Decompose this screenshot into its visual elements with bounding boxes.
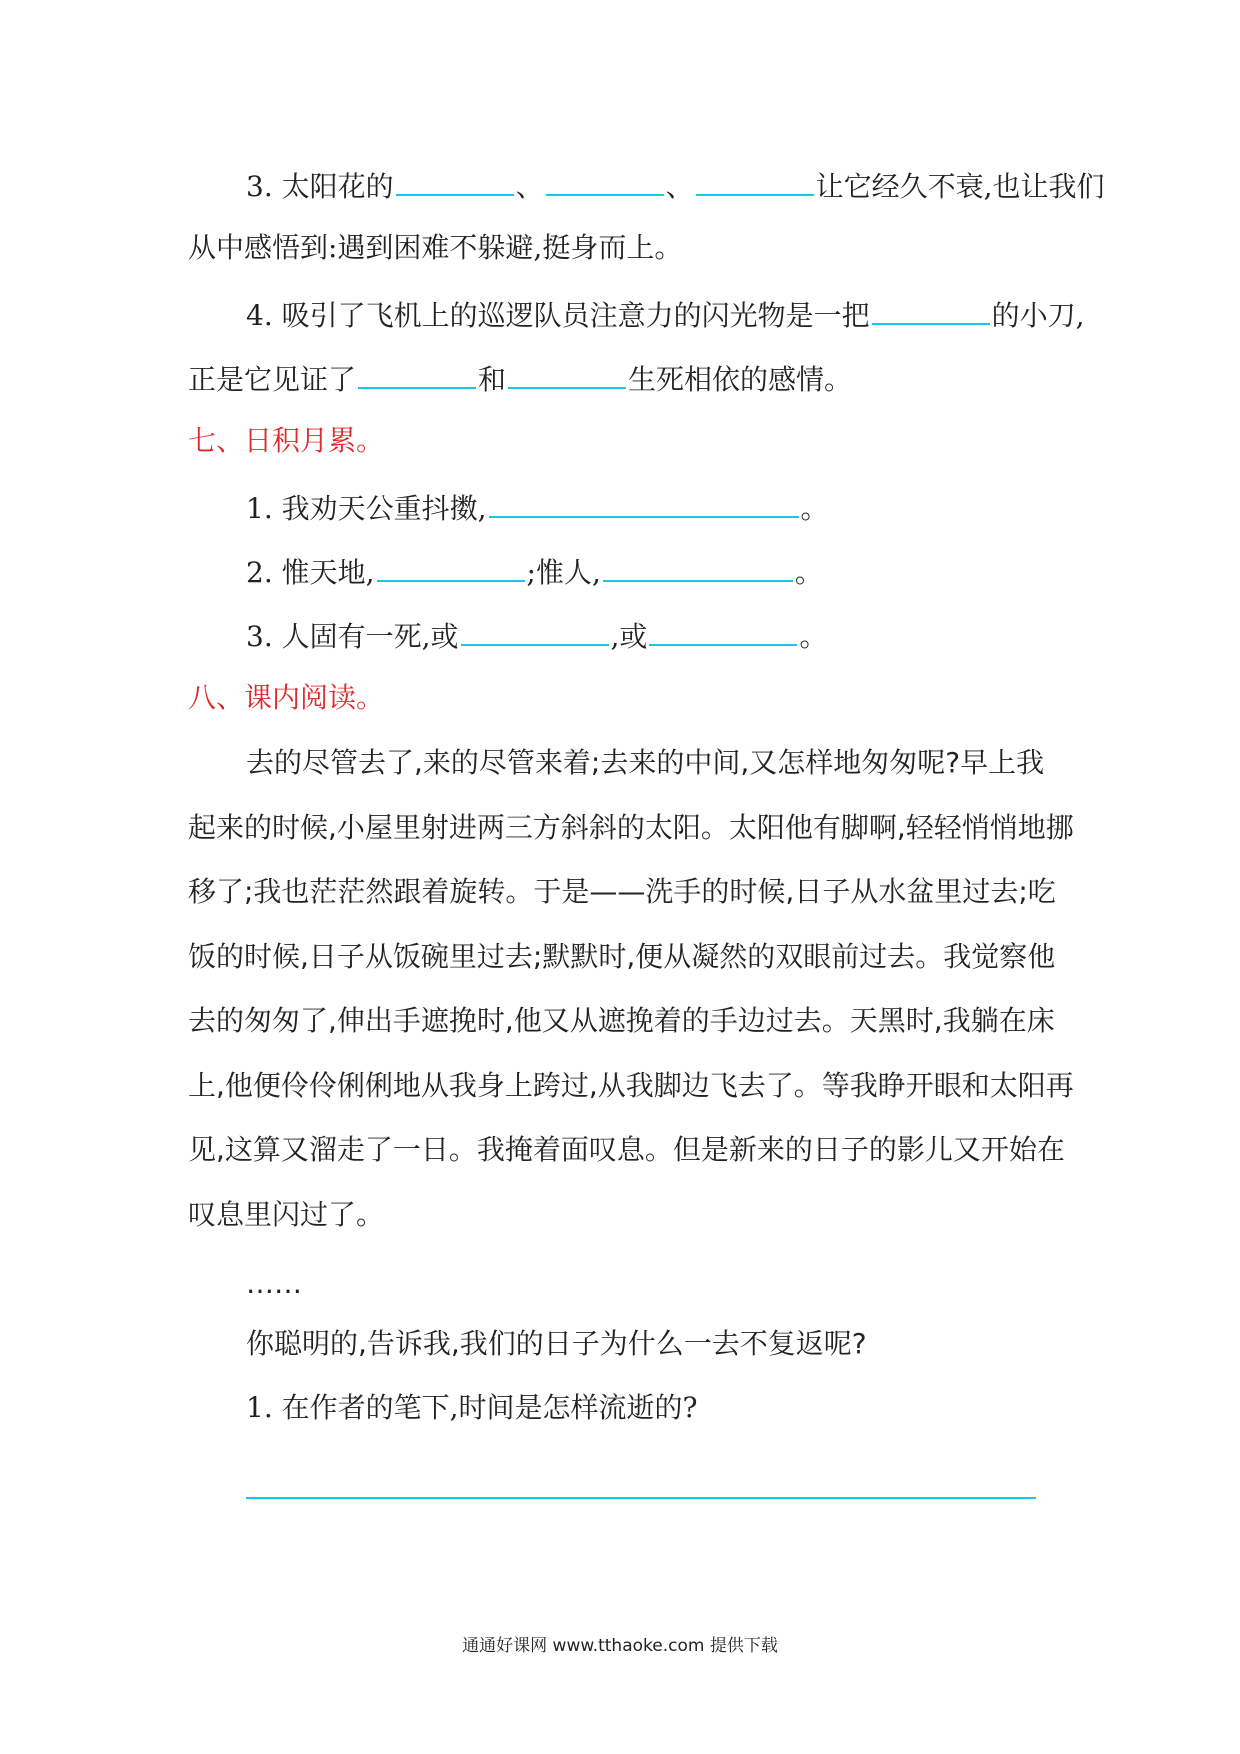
q6-item-4-continuation <box>188 357 852 397</box>
answer-blank[interactable] <box>696 164 814 196</box>
answer-blank[interactable] <box>358 357 476 389</box>
item-suffix: 。 <box>794 556 823 589</box>
q6-item-4-cont-prefix: 正是它见证了 <box>188 363 357 396</box>
q6-item-4-cont-mid: 和 <box>478 363 507 396</box>
passage-closing: 你聪明的,告诉我,我们的日子为什么一去不复返呢? <box>246 1327 867 1360</box>
footer-credit: 通通好课网 www.tthaoke.com 提供下载 <box>462 1636 778 1656</box>
q6-item-3-suffix: 让它经久不衰,也让我们 <box>815 170 1105 203</box>
passage-line: 叹息里闪过了。 <box>188 1198 385 1231</box>
q6-item-4 <box>246 293 1085 333</box>
answer-blank[interactable] <box>508 357 626 389</box>
q6-item-3-prefix: 3. 太阳花的 <box>246 170 394 203</box>
passage-line: 移了;我也茫茫然跟着旋转。于是——洗手的时候,日子从水盆里过去;吃 <box>188 875 1056 908</box>
answer-blank[interactable] <box>546 164 664 196</box>
passage-line: 起来的时候,小屋里射进两三方斜斜的太阳。太阳他有脚啊,轻轻悄悄地挪 <box>188 811 1074 844</box>
separator: 、 <box>665 170 694 203</box>
item-prefix: 1. 我劝天公重抖擞, <box>246 492 487 525</box>
section-7-heading: 七、日积月累。 <box>188 424 385 457</box>
passage-line: 见,这算又溜走了一日。我掩着面叹息。但是新来的日子的影儿又开始在 <box>188 1133 1065 1166</box>
q6-item-4-cont-suffix: 生死相依的感情。 <box>628 363 853 396</box>
section-7-item-1 <box>246 486 829 526</box>
section-7-item-2 <box>246 550 823 590</box>
passage-line: 去的尽管去了,来的尽管来着;去来的中间,又怎样地匆匆呢?早上我 <box>246 746 1045 779</box>
answer-blank[interactable] <box>461 614 609 646</box>
q6-item-4-prefix: 4. 吸引了飞机上的巡逻队员注意力的闪光物是一把 <box>246 299 870 332</box>
answer-blank[interactable] <box>649 614 797 646</box>
passage-ellipsis: …… <box>246 1267 302 1300</box>
section-8-heading: 八、课内阅读。 <box>188 681 385 714</box>
q6-item-3 <box>246 164 1105 204</box>
item-mid: ,或 <box>610 620 648 653</box>
answer-blank[interactable] <box>872 293 990 325</box>
item-suffix: 。 <box>799 620 828 653</box>
separator: 、 <box>515 170 544 203</box>
answer-blank[interactable] <box>489 486 799 518</box>
passage-line: 上,他便伶伶俐俐地从我身上跨过,从我脚边飞去了。等我睁开眼和太阳再 <box>188 1069 1074 1102</box>
passage-line: 去的匆匆了,伸出手遮挽时,他又从遮挽着的手边过去。天黑时,我躺在床 <box>188 1004 1055 1037</box>
q6-item-3-continuation: 从中感悟到:遇到困难不躲避,挺身而上。 <box>188 231 683 264</box>
item-prefix: 3. 人固有一死,或 <box>246 620 459 653</box>
q6-item-4-suffix: 的小刀, <box>991 299 1085 332</box>
answer-line[interactable] <box>246 1497 1036 1499</box>
passage-line: 饭的时候,日子从饭碗里过去;默默时,便从凝然的双眼前过去。我觉察他 <box>188 940 1056 973</box>
item-mid: ;惟人, <box>526 556 601 589</box>
answer-blank[interactable] <box>603 550 793 582</box>
section-8-question-1: 1. 在作者的笔下,时间是怎样流逝的? <box>246 1391 698 1424</box>
answer-blank[interactable] <box>396 164 514 196</box>
section-7-item-3 <box>246 614 827 654</box>
item-suffix: 。 <box>800 492 829 525</box>
item-prefix: 2. 惟天地, <box>246 556 375 589</box>
answer-blank[interactable] <box>377 550 525 582</box>
